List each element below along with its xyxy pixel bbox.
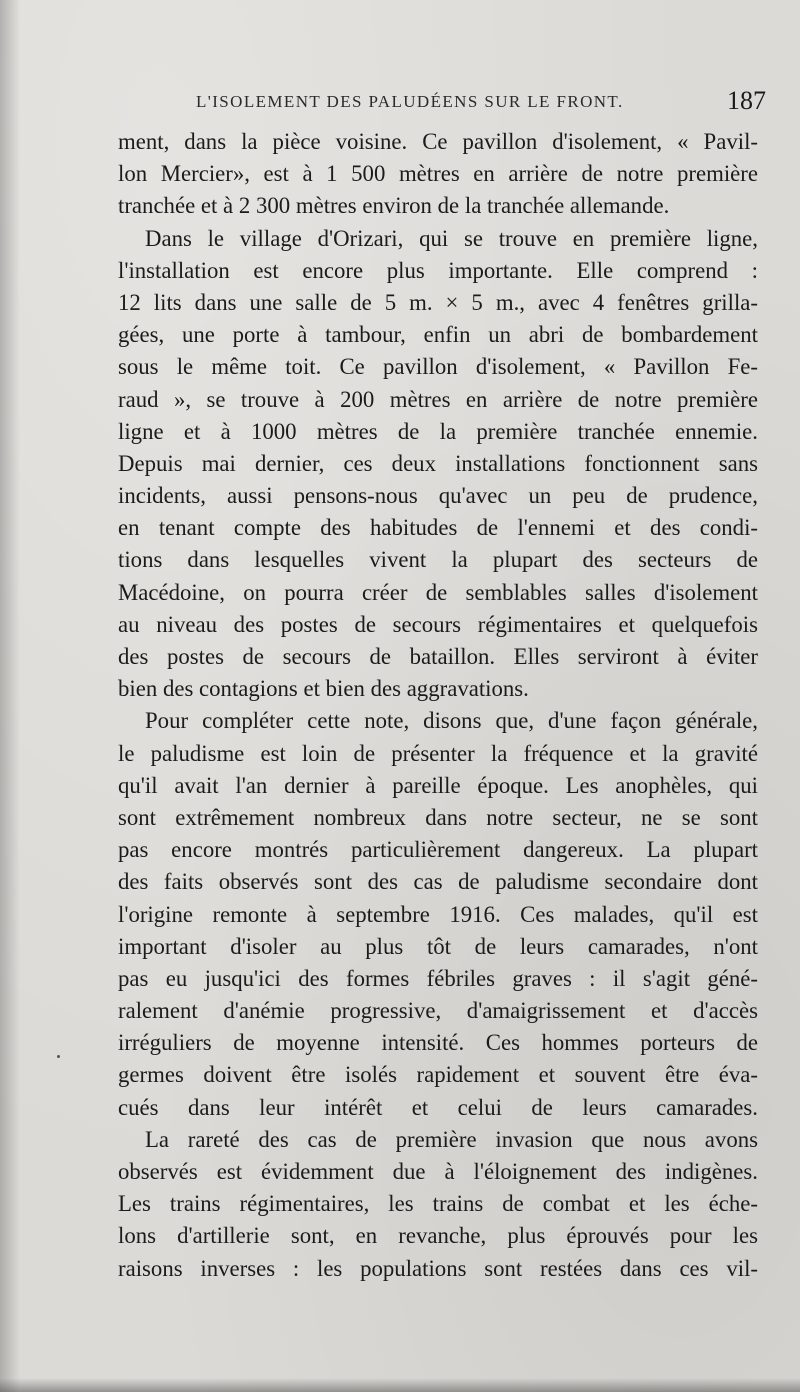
ink-speck — [57, 1055, 60, 1058]
text-line: sont extrêmement nombreux dans notre secteur, ne se sont — [118, 804, 758, 830]
text-line: des faits observés sont des cas de paludisme secondaire dont — [118, 869, 758, 895]
text-line: pas eu jusqu'ici des formes fébriles graves : il s'agit géné- — [118, 965, 758, 991]
text-line: qu'il avait l'an dernier à pareille époque. Les anophèles, qui — [118, 772, 758, 798]
text-line: germes doivent être isolés rapidement et souvent être éva- — [118, 1062, 758, 1088]
text-line: bien des contagions et bien des aggravations. — [118, 676, 529, 702]
text-line: l'origine remonte à septembre 1916. Ces malades, qu'il est — [118, 901, 758, 927]
text-line: sous le même toit. Ce pavillon d'isolement, « Pavillon Fe- — [118, 354, 758, 380]
text-line: tions dans lesquelles vivent la plupart des secteurs de — [118, 547, 758, 573]
body-text — [118, 126, 758, 1285]
text-line: ment, dans la pièce voisine. Ce pavillon d'isolement, « Pavil- — [118, 129, 758, 154]
text-line: pas encore montrés particulièrement dangereux. La plupart — [118, 837, 758, 863]
text-line: Depuis mai dernier, ces deux installations fonctionnent sans — [118, 450, 758, 476]
text-line: Les trains régimentaires, les trains de combat et les éche- — [118, 1191, 758, 1217]
page-gutter-shadow — [0, 0, 20, 1392]
running-head: L'ISOLEMENT DES PALUDÉENS SUR LE FRONT. — [196, 92, 624, 111]
text-line: le paludisme est loin de présenter la fréquence et la gravité — [118, 740, 758, 766]
text-line: observés est évidemment due à l'éloignement des indigènes. — [118, 1159, 758, 1184]
text-line: irréguliers de moyenne intensité. Ces hommes porteurs de — [118, 1030, 758, 1056]
text-line: lons d'artillerie sont, en revanche, plus éprouvés pour les — [118, 1223, 758, 1249]
text-line: 12 lits dans une salle de 5 m. × 5 m., avec 4 fenêtres grilla- — [118, 289, 758, 315]
text-line: l'installation est encore plus importante. Elle comprend : — [118, 257, 758, 283]
text-line: raud », se trouve à 200 mètres en arrière de notre première — [118, 386, 758, 412]
text-line: des postes de secours de bataillon. Elles serviront à éviter — [118, 644, 758, 669]
text-line: Pour compléter cette note, disons que, d'une façon générale, — [145, 708, 758, 734]
text-line: La rareté des cas de première invasion que nous avons — [145, 1126, 758, 1152]
text-line: Dans le village d'Orizari, qui se trouve en première ligne, — [145, 225, 758, 251]
text-line: en tenant compte des habitudes de l'ennemi et des condi- — [118, 515, 758, 541]
text-line: incidents, aussi pensons-nous qu'avec un peu de prudence, — [118, 483, 758, 509]
text-line: au niveau des postes de secours régimentaires et quelquefois — [118, 611, 758, 637]
page-header — [196, 86, 766, 122]
page-number: 187 — [727, 86, 766, 115]
text-line: important d'isoler au plus tôt de leurs camarades, n'ont — [118, 933, 758, 959]
page-bottom-shadow — [0, 1378, 800, 1392]
text-line: Macédoine, on pourra créer de semblables salles d'isolement — [118, 579, 758, 605]
text-line: tranchée et à 2 300 mètres environ de la tranchée allemande. — [118, 193, 670, 219]
text-line: lon Mercier», est à 1 500 mètres en arrière de notre première — [118, 161, 758, 187]
text-line: ligne et à 1000 mètres de la première tranchée ennemie. — [118, 418, 758, 444]
text-line: raisons inverses : les populations sont restées dans ces vil- — [118, 1255, 758, 1281]
text-line: ralement d'anémie progressive, d'amaigrissement et d'accès — [118, 998, 758, 1024]
text-line: gées, une porte à tambour, enfin un abri de bombardement — [118, 322, 758, 348]
text-line: cués dans leur intérêt et celui de leurs camarades. — [118, 1094, 758, 1120]
